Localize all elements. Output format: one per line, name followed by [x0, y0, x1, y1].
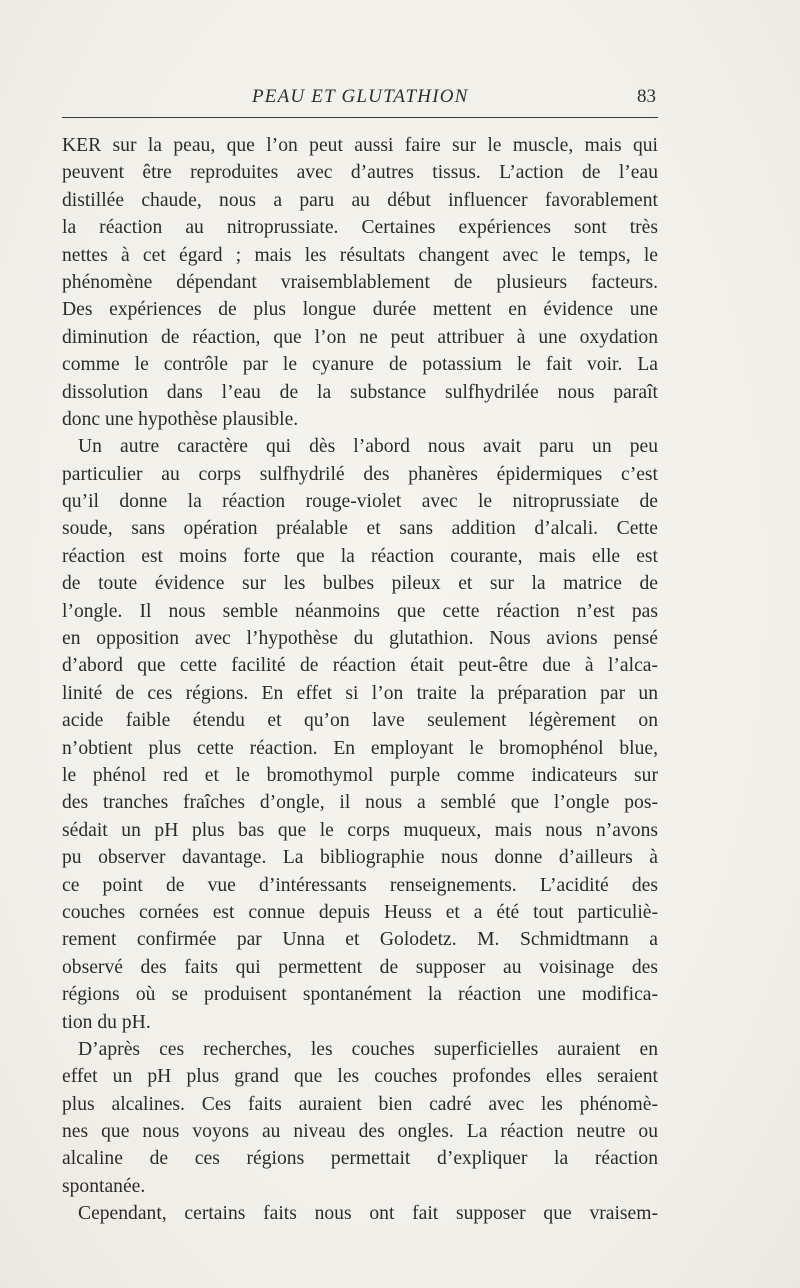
text-line: sédait un pH plus bas que le corps muqueux, mais nous n’avons	[62, 819, 658, 841]
text-line: en opposition avec l’hypothèse du glutathion. Nous avions pensé	[62, 628, 658, 650]
text-line: n’obtient plus cette réaction. En employant le bromophénol blue,	[62, 737, 658, 759]
text-line: d’abord que cette facilité de réaction était peut-être due à l’alca-	[62, 655, 658, 677]
text-line: spontanée.	[62, 1175, 146, 1197]
text-line: comme le contrôle par le cyanure de potassium le fait voir. La	[62, 354, 658, 376]
body-text	[62, 132, 658, 1228]
text-line: peuvent être reproduites avec d’autres tissus. L’action de l’eau	[62, 162, 658, 184]
text-line: phénomène dépendant vraisemblablement de plusieurs facteurs.	[62, 271, 658, 293]
text-line: donc une hypothèse plausible.	[62, 408, 299, 430]
header-rule	[62, 117, 658, 118]
text-line: linité de ces régions. En effet si l’on traite la préparation par un	[62, 682, 658, 704]
running-title: PEAU ET GLUTATHION	[252, 86, 469, 107]
page-number: 83	[637, 86, 656, 107]
text-line: soude, sans opération préalable et sans addition d’alcali. Cette	[62, 518, 658, 540]
text-line: réaction est moins forte que la réaction courante, mais elle est	[62, 545, 658, 567]
text-line: alcaline de ces régions permettait d’expliquer la réaction	[62, 1148, 658, 1170]
text-line: la réaction au nitroprussiate. Certaines expériences sont très	[62, 217, 658, 239]
text-line: de toute évidence sur les bulbes pileux et sur la matrice de	[62, 573, 658, 595]
text-line: D’après ces recherches, les couches superficielles auraient en	[78, 1038, 658, 1060]
text-line: distillée chaude, nous a paru au début influencer favorablement	[62, 189, 658, 211]
text-line: diminution de réaction, que l’on ne peut attribuer à une oxydation	[62, 326, 658, 348]
text-line: tion du pH.	[62, 1011, 151, 1033]
text-line: observé des faits qui permettent de supposer au voisinage des	[62, 956, 658, 978]
text-line: nes que nous voyons au niveau des ongles. La réaction neutre ou	[62, 1121, 658, 1143]
text-line: nettes à cet égard ; mais les résultats changent avec le temps, le	[62, 244, 658, 266]
text-line: effet un pH plus grand que les couches profondes elles seraient	[62, 1066, 658, 1088]
text-line: couches cornées est connue depuis Heuss et a été tout particuliè-	[62, 901, 658, 923]
text-line: qu’il donne la réaction rouge-violet avec le nitroprussiate de	[62, 491, 658, 513]
text-line: l’ongle. Il nous semble néanmoins que cette réaction n’est pas	[62, 600, 658, 622]
text-line: le phénol red et le bromothymol purple comme indicateurs sur	[62, 764, 658, 786]
text-line: dissolution dans l’eau de la substance sulfhydrilée nous paraît	[62, 381, 658, 403]
text-line: des tranches fraîches d’ongle, il nous a semblé que l’ongle pos-	[62, 792, 658, 814]
text-line: acide faible étendu et qu’on lave seulement légèrement on	[62, 710, 658, 732]
text-line: particulier au corps sulfhydrilé des phanères épidermiques c’est	[62, 463, 658, 485]
text-line: KER sur la peau, que l’on peut aussi faire sur le muscle, mais qui	[62, 135, 658, 156]
text-line: ce point de vue d’intéressants renseignements. L’acidité des	[62, 874, 658, 896]
page-header	[62, 84, 658, 114]
text-line: pu observer davantage. La bibliographie nous donne d’ailleurs à	[62, 847, 658, 869]
text-line: rement confirmée par Unna et Golodetz. M. Schmidtmann a	[62, 929, 658, 951]
text-line: régions où se produisent spontanément la réaction une modifica-	[62, 984, 658, 1006]
text-line: Des expériences de plus longue durée mettent en évidence une	[62, 299, 658, 321]
text-line: Un autre caractère qui dès l’abord nous avait paru un peu	[78, 436, 658, 458]
text-line: plus alcalines. Ces faits auraient bien cadré avec les phénomè-	[62, 1093, 658, 1115]
text-line: Cependant, certains faits nous ont fait supposer que vraisem-	[78, 1203, 658, 1225]
